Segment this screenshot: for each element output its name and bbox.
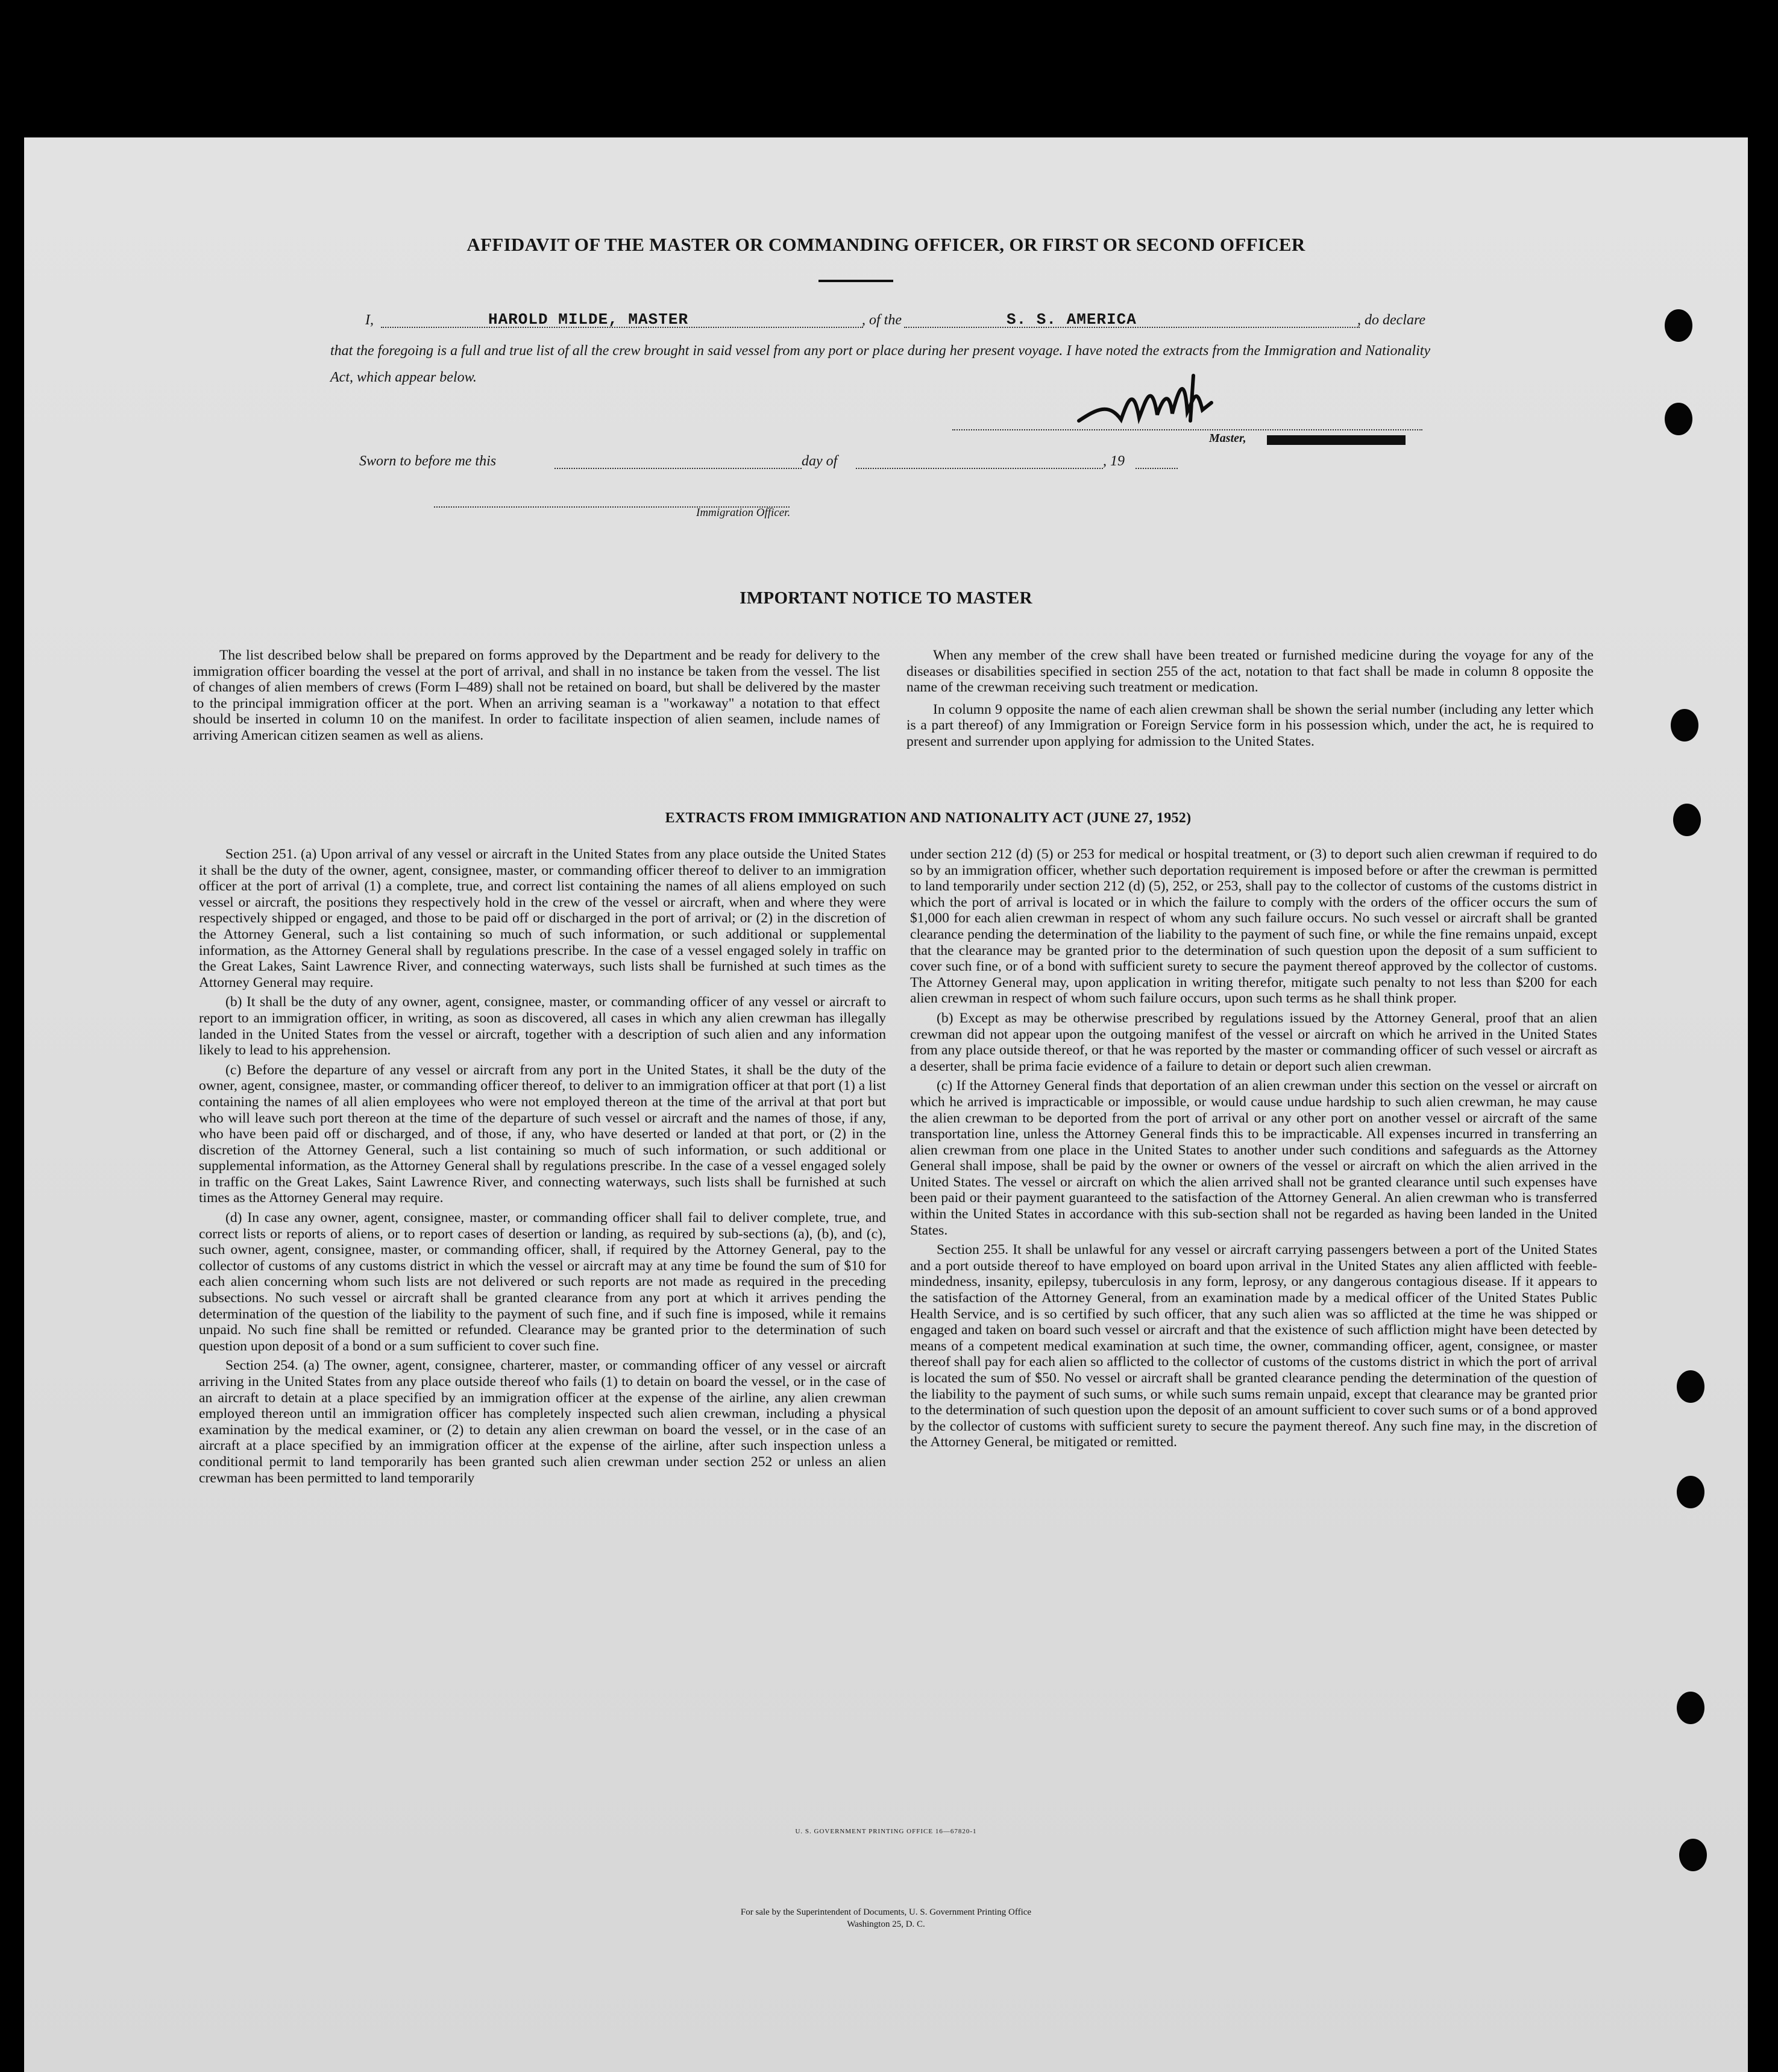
sworn-day-line [554,468,802,469]
master-name-value: HAROLD MILDE, MASTER [488,310,689,329]
affidavit-title: AFFIDAVIT OF THE MASTER OR COMMANDING OFFICER, OR FIRST OR SECOND OFFICER [466,234,1305,255]
punch-hole [1677,1476,1704,1508]
punch-hole [1679,1839,1707,1871]
printing-office-imprint: U. S. GOVERNMENT PRINTING OFFICE 16—67820-1 [795,1828,977,1835]
section-254-c: (c) If the Attorney General finds that deportation of an alien crewman under this section on the vessel or aircraft on which he arrived is impracticable or impossible, or would cause undue hardship to such alien crewman, he may cause the alien crewman to be deported from the port of arrival or any other port on another vessel or aircraft of the same transportation line, unless the Attorney General finds this to be impracticable. All expenses incurred in transferring an alien crewman from one place in the United States to another under such conditions and safeguards as the Attorney General shall impose, shall be paid by the owner or owners of the vessel or aircraft on which the alien arrived in the United States. The vessel or aircraft on which the alien arrived shall not be granted clearance until such expenses have been paid or their payment guaranteed to the satisfaction of the Attorney General. An alien crewman who is transferred within the United States in accordance with this sub-section shall not be regarded as having been landed in the United States. [910,1078,1597,1238]
extracts-left-column [199,846,886,1490]
section-254-a: Section 254. (a) The owner, agent, consignee, charterer, master, or commanding officer of any vessel or aircraft arriving in the United States from any place outside thereof who fails (1) to detain on board the vessel, or in the case of an aircraft to detain at a place specified by an immigration officer at the expense of the airline, any alien crewman employed thereon until an immigration officer has completely inspected such alien crewman, including a physical examination by the medical examiner, or (2) to detain any alien crewman on board the vessel, or in the case of an aircraft at a place specified by an immigration officer at the expense of the airline, after such inspection unless a conditional permit to land temporarily has been granted such alien crewman under section 252 or unless an alien crewman has been permitted to land temporarily [199,1358,886,1486]
day-of-label: day of [802,453,838,469]
punch-hole [1665,403,1692,435]
notice-title: IMPORTANT NOTICE TO MASTER [740,588,1032,608]
master-label: Master, [1209,432,1246,445]
redaction-mark [1267,435,1406,445]
master-signature [1073,367,1254,439]
sworn-year-line [1136,468,1178,469]
section-254-b: (b) Except as may be otherwise prescribed by regulations issued by the Attorney General, proof that an alien crewman did not appear upon the outgoing manifest of the vessel or aircraft on which he arrived in the United States from any place outside thereof, or that he was reported by the master or commanding officer of such vessel or aircraft as a deserter, shall be prima facie evidence of a failure to detain or deport such alien crewman. [910,1010,1597,1074]
sale-line-2: Washington 25, D. C. [847,1919,925,1929]
year-label: , 19 [1103,453,1125,469]
declaration-text: that the foregoing is a full and true list of all the crew brought in said vessel from any port or place during her present voyage. I have noted the extracts from the Immigration and Nationality Act, which appear below. [330,343,1431,385]
sworn-label: Sworn to before me this [359,453,497,469]
punch-hole [1677,1692,1704,1724]
punch-hole [1671,709,1698,742]
section-255: Section 255. It shall be unlawful for any vessel or aircraft carrying passengers between a port of the United States and a port outside thereof to have employed on board upon arrival in the United States any alien afflicted with feeble-mindedness, insanity, epilepsy, tuberculosis in any form, leprosy, or any dangerous contagious disease. If it appears to the satisfaction of the Attorney General, from an examination made by a medical officer of the United States Public Health Service, and is so certified by such officer, that any such alien was so afflicted at the time he was shipped or engaged and taken on board such vessel or aircraft and that the existence of such affliction might have been detected by means of a competent medical examination at such time, the owner, commanding officer, agent, consignee, or master thereof shall pay for each alien so afflicted to the collector of customs of the customs district in which the port of arrival is located the sum of $50. No vessel or aircraft shall be granted clearance pending the determination of the question of the liability to the payment of such sums, or while such sums remain unpaid, except that clearance may be granted prior to the determination of such question upon the deposit of an amount sufficient to cover such sums or of a bond approved by the collector of customs with sufficient surety to secure the payment thereof. Any such fine may, in the discretion of the Attorney General, be mitigated or remitted. [910,1242,1597,1450]
signature-line [952,429,1422,430]
punch-hole [1677,1370,1704,1403]
title-divider [818,280,893,282]
do-declare-label: , do declare [1357,312,1426,328]
document-page [24,137,1748,2072]
punch-hole [1673,804,1701,836]
punch-hole [1665,309,1692,342]
extracts-right-column [910,846,1597,1454]
section-251-b: (b) It shall be the duty of any owner, agent, consignee, master, or commanding officer of any vessel or aircraft to report to an immigration officer, in writing, as soon as discovered, all cases in which any alien crewman has illegally landed in the United States from the vessel or aircraft, together with a description of such alien and any information likely to lead to his apprehension. [199,994,886,1059]
section-251-c: (c) Before the departure of any vessel or aircraft from any port in the United States, it shall be the duty of the owner, agent, consignee, master, or commanding officer thereof, to deliver to an immigration officer at that port (1) a list containing the names of all alien employees who were not employed thereon at the time of the arrival at that port but who will leave such port thereon at the time of the departure of such vessel or aircraft and the names of those, if any, who have been paid off or discharged, and of those, if any, who have deserted or landed at that port, or (2) in the discretion of the Attorney General, such a list containing so much of such information, or such additional or supplemental information, as the Attorney General shall by regulations prescribe. In the case of a vessel engaged solely in traffic on the Great Lakes, Saint Lawrence River, and connecting waterways, such lists shall be furnished at such times as the Attorney General may require. [199,1062,886,1206]
vessel-name-value: S. S. AMERICA [1007,310,1137,329]
sworn-month-line [856,468,1103,469]
sale-line-1: For sale by the Superintendent of Documents, U. S. Government Printing Office [740,1907,1032,1917]
of-the-label: , of the [862,312,902,328]
section-251-a: Section 251. (a) Upon arrival of any vessel or aircraft in the United States from any place outside the United States it shall be the duty of the owner, agent, consignee, master, or commanding officer thereof to deliver to an immigration officer at the port of arrival (1) a complete, true, and correct list containing the names of all aliens employed on such vessel or aircraft, the positions they respectively hold in the crew of the vessel or aircraft, when and where they were respectively shipped or engaged, and those to be paid off or discharged in the port of arrival; or (2) in the discretion of the Attorney General, such a list containing so much of such information, or such additional or supplemental information, as the Attorney General shall by regulations prescribe. In the case of a vessel engaged solely in traffic on the Great Lakes, Saint Lawrence River, and connecting waterways, such lists shall be furnished at such times as the Attorney General may require. [199,846,886,990]
i-label: I, [365,312,374,328]
section-254-a-continued: under section 212 (d) (5) or 253 for medical or hospital treatment, or (3) to deport such alien crewman if required to do so by an immigration officer, whether such deportation requirement is imposed before or after the crewman is permitted to land temporarily under section 212 (d) (5), 252, or 253, shall pay to the collector of customs of the customs district in which the port of arrival is located or in which the failure to comply with the orders of the officer occurs the sum of $1,000 for each alien crewman in respect of whom any such failure occurs. No such vessel or aircraft shall be granted clearance pending the determination of the liability to the payment of such fine, or while the fine remains unpaid, except that the clearance may be granted prior to the determination of such question upon the deposit of a sum sufficient to cover such fine, or of a bond with sufficient surety to secure the payment thereof approved by the collector of customs. The Attorney General may, upon application in writing therefor, mitigate such penalty to not less than $200 for each alien crewman in respect of whom such failure occurs, upon such terms as he shall think proper. [910,846,1597,1007]
notice-left-paragraph: The list described below shall be prepared on forms approved by the Department and be ready for delivery to the immigration officer boarding the vessel at the port of arrival, and shall in no instance be taken from the vessel. The list of changes of alien members of crews (Form I–489) shall not be retained on board, but shall be delivered by the master to the principal immigration officer at the port. When an arriving seaman is a "workaway" a notation to that effect should be inserted in column 10 on the manifest. In order to facilitate inspection of alien seamen, include names of arriving American citizen seamen as well as aliens. [193,647,880,743]
officer-label: Immigration Officer. [696,506,791,519]
notice-right-paragraphs: When any member of the crew shall have been treated or furnished medicine during the voyage for any of the diseases or disabilities specified in section 255 of the act, notation to that fact shall be made in column 8 opposite the name of the crewman receiving such treatment or medication. In column 9 opposite the name of each alien crewman shall be shown the serial number (including any letter which is a part thereof) of any Immigration or Foreign Service form in his possession which, under the act, he is required to present and surrender upon applying for admission to the United States. [906,647,1594,749]
extracts-title: EXTRACTS FROM IMMIGRATION AND NATIONALITY ACT (JUNE 27, 1952) [665,810,1192,826]
section-251-d: (d) In case any owner, agent, consignee, master, or commanding officer shall fail to deliver complete, true, and correct lists or reports of aliens, or to report cases of desertion or landing, as required by sub-sections (a), (b), and (c), such owner, agent, consignee, master, or commanding officer, shall, if required by the Attorney General, pay to the collector of customs of any customs district in which the vessel or aircraft may at any time be found the sum of $10 for each alien concerning whom such lists are not delivered or such reports are not made as required in the preceding subsections. No such vessel or aircraft shall be granted clearance from any port at which it arrives pending the determination of the question of the liability to the payment of such fine, and if such fine is imposed, while it remains unpaid. No such fine shall be remitted or refunded. Clearance may be granted prior to the determination of such question upon deposit of a bond or a sum sufficient to cover such fine. [199,1210,886,1354]
